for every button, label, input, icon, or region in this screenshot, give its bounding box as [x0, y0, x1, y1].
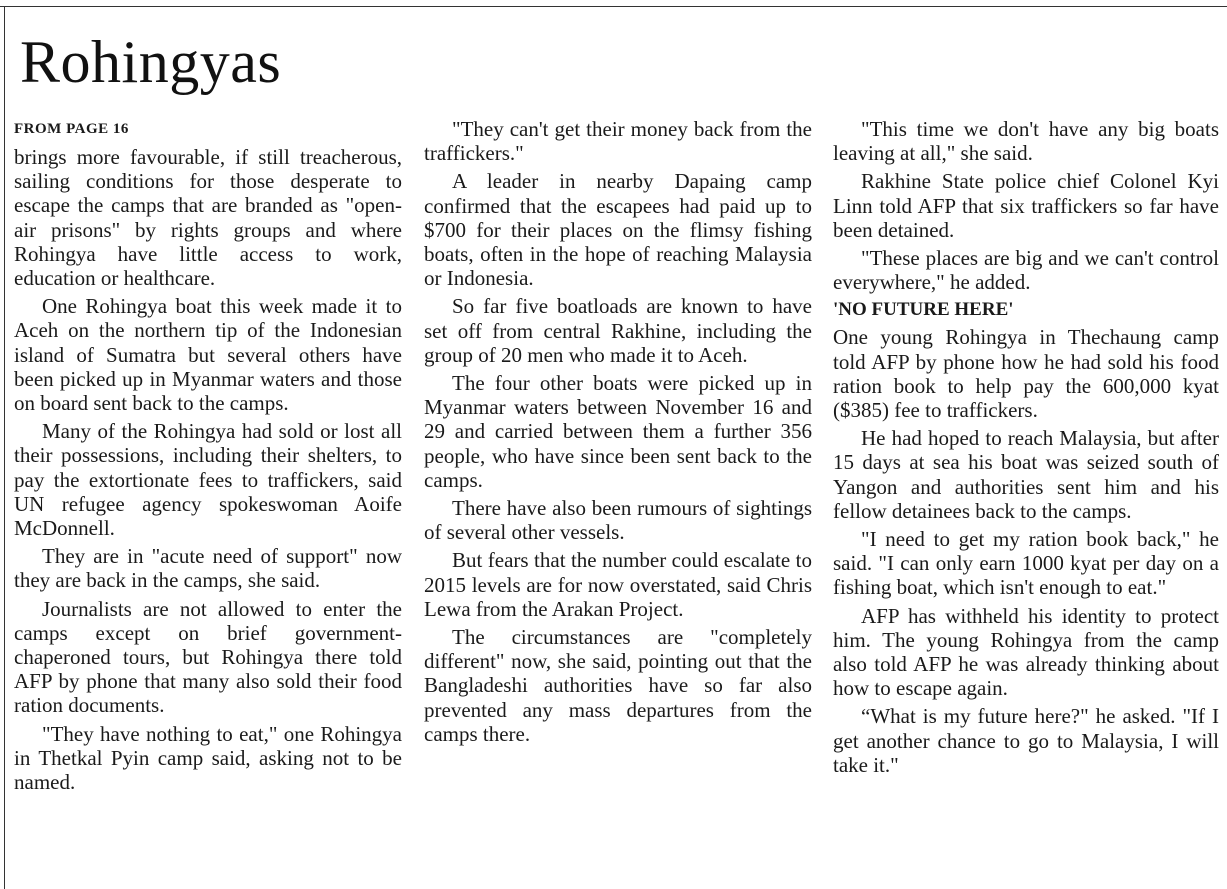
- article-paragraph: "They can't get their money back from the traffickers.": [424, 117, 812, 166]
- article-paragraph: He had hoped to reach Malaysia, but after 15 days at sea his boat was seized south of Yangon and authorities sent him and his fellow detainees back to the camps.: [833, 426, 1219, 523]
- article-column-3: [833, 117, 1219, 781]
- article-paragraph: brings more favourable, if still treacherous, sailing conditions for those desperate to escape the camps that are branded as "open-air prisons" by rights groups and where Rohingya have little access to work, education or healthcare.: [14, 145, 402, 291]
- article-paragraph: There have also been rumours of sightings of several other vessels.: [424, 496, 812, 545]
- article-paragraph: So far five boatloads are known to have set off from central Rakhine, including the group of 20 men who made it to Aceh.: [424, 294, 812, 367]
- article-paragraph: One Rohingya boat this week made it to Aceh on the northern tip of the Indonesian island of Sumatra but several others have been picked up in Myanmar waters and those on board sent back to the camps.: [14, 294, 402, 416]
- top-rule: [0, 6, 1227, 7]
- article-paragraph: One young Rohingya in Thechaung camp told AFP by phone how he had sold his food ration book to help pay the 600,000 kyat ($385) fee to traffickers.: [833, 325, 1219, 423]
- left-column-rule: [4, 6, 5, 889]
- article-paragraph: Many of the Rohingya had sold or lost all their possessions, including their shelters, to pay the extortionate fees to traffickers, said UN refugee agency spokeswoman Aoife McDonnell.: [14, 419, 402, 541]
- article-column-2: [424, 117, 812, 750]
- article-column-1: [14, 117, 402, 798]
- section-subhead: 'NO FUTURE HERE': [833, 299, 1014, 321]
- article-paragraph: The four other boats were picked up in Myanmar waters between November 16 and 29 and carried between them a further 356 people, who have since been sent back to the camps.: [424, 371, 812, 492]
- article-paragraph: "This time we don't have any big boats leaving at all," she said.: [833, 117, 1219, 166]
- article-paragraph: "They have nothing to eat," one Rohingya in Thetkal Pyin camp said, asking not to be named.: [14, 721, 402, 795]
- article-paragraph: Rakhine State police chief Colonel Kyi Linn told AFP that six traffickers so far have been detained.: [833, 169, 1219, 242]
- article-paragraph: “What is my future here?" he asked. "If I get another chance to go to Malaysia, I will take it.": [833, 704, 1219, 777]
- article-paragraph: AFP has withheld his identity to protect him. The young Rohingya from the camp also told AFP he was already thinking about how to escape again.: [833, 603, 1219, 701]
- article-paragraph: "These places are big and we can't control everywhere," he added.: [833, 246, 1219, 295]
- article-paragraph: The circumstances are "completely different" now, she said, pointing out that the Bangladeshi authorities have so far also prevented any mass departures from the camps there.: [424, 625, 812, 746]
- article-paragraph: But fears that the number could escalate to 2015 levels are for now overstated, said Chris Lewa from the Arakan Project.: [424, 548, 812, 621]
- article-paragraph: Journalists are not allowed to enter the camps except on brief government-chaperoned tours, but Rohingya there told AFP by phone that many also sold their food ration documents.: [14, 596, 402, 718]
- article-paragraph: They are in "acute need of support" now they are back in the camps, she said.: [14, 544, 402, 593]
- article-paragraph: A leader in nearby Dapaing camp confirmed that the escapees had paid up to $700 for their places on the flimsy fishing boats, often in the hope of reaching Malaysia or Indonesia.: [424, 169, 812, 291]
- jump-label: FROM PAGE 16: [14, 121, 129, 137]
- article-headline: Rohingyas: [20, 29, 282, 95]
- article-paragraph: "I need to get my ration book back," he said. "I can only earn 1000 kyat per day on a fishing boat, which isn't enough to eat.": [833, 527, 1219, 600]
